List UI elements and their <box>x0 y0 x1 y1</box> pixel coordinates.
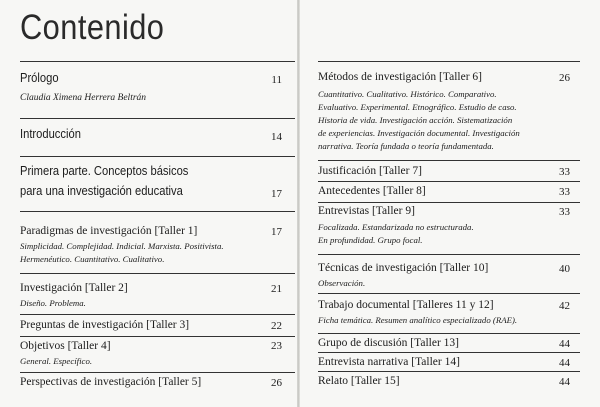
toc-entry-taller-2: Investigación [Taller 2] <box>20 282 128 294</box>
page-number: 33 <box>559 206 570 218</box>
page-number: 44 <box>559 338 570 350</box>
page-number: 26 <box>271 377 282 389</box>
divider <box>20 372 295 373</box>
toc-entry-subtopics: Evaluativo. Experimental. Etnográfico. Estudio de caso. <box>318 102 517 112</box>
toc-entry-taller-8: Antecedentes [Taller 8] <box>318 185 426 197</box>
section-primera-parte-line2: para una investigación educativa <box>20 183 183 198</box>
toc-entry-subtopics: Historia de vida. Investigación acción. Sistematización <box>318 115 513 125</box>
page-number: 33 <box>559 186 570 198</box>
page-title: Contenido <box>20 8 165 47</box>
divider <box>318 254 580 255</box>
toc-entry-taller-3: Preguntas de investigación [Taller 3] <box>20 319 190 331</box>
divider <box>318 202 580 203</box>
page-number: 21 <box>271 283 282 295</box>
page-number: 17 <box>271 226 282 238</box>
page-number: 26 <box>559 72 570 84</box>
toc-entry-taller-6: Métodos de investigación [Taller 6] <box>318 71 482 83</box>
page-number: 40 <box>559 263 570 275</box>
page-gutter <box>297 0 300 407</box>
prologo-author: Claudia Ximena Herrera Beltrán <box>20 93 147 103</box>
divider <box>318 160 580 161</box>
toc-entry-subtopics: narrativa. Teoría fundada o teoría fundamentada. <box>318 141 494 151</box>
page-number: 11 <box>271 74 282 86</box>
toc-entry-subtopics: Hermenéutico. Cuantitativo. Cualitativo. <box>20 254 165 264</box>
toc-entry-taller-7: Justificación [Taller 7] <box>318 165 422 177</box>
section-primera-parte-line1: Primera parte. Conceptos básicos <box>20 163 189 178</box>
page-number: 22 <box>271 320 282 332</box>
toc-entry-subtopics: General. Específico. <box>20 356 93 366</box>
toc-entry-taller-4: Objetivos [Taller 4] <box>20 340 111 352</box>
page-number: 44 <box>559 357 570 369</box>
divider <box>318 181 580 182</box>
page-number: 23 <box>271 340 282 352</box>
toc-entry-taller-5: Perspectivas de investigación [Taller 5] <box>20 376 202 388</box>
page-number: 17 <box>271 188 282 200</box>
toc-entry-subtopics: Ficha temática. Resumen analítico especializado (RAE). <box>318 315 518 325</box>
divider <box>20 156 295 157</box>
divider <box>20 336 295 337</box>
toc-entry-subtopics: Focalizada. Estandarizada no estructurada. <box>318 222 474 232</box>
page-number: 44 <box>559 376 570 388</box>
divider <box>20 61 295 62</box>
page-number: 33 <box>559 166 570 178</box>
divider <box>318 371 580 372</box>
toc-entry-subtopics: En profundidad. Grupo focal. <box>318 235 423 245</box>
toc-entry-subtopics: de experiencias. Investigación documental. Investigación <box>318 128 520 138</box>
toc-entry-talleres-11-12: Trabajo documental [Talleres 11 y 12] <box>318 299 494 311</box>
toc-entry-subtopics: Observación. <box>318 278 366 288</box>
toc-entry-taller-14: Entrevista narrativa [Taller 14] <box>318 356 460 368</box>
divider <box>20 118 295 119</box>
toc-entry-subtopics: Simplicidad. Complejidad. Indicial. Marxista. Positivista. <box>20 241 224 251</box>
divider <box>318 352 580 353</box>
page-number: 42 <box>559 300 570 312</box>
section-introduccion: Introducción <box>20 126 81 141</box>
toc-entry-taller-1: Paradigmas de investigación [Taller 1] <box>20 225 198 237</box>
toc-entry-taller-9: Entrevistas [Taller 9] <box>318 205 415 217</box>
divider <box>318 293 580 294</box>
toc-entry-subtopics: Diseño. Problema. <box>20 298 86 308</box>
toc-entry-subtopics: Cuantitativo. Cualitativo. Histórico. Comparativo. <box>318 89 497 99</box>
toc-entry-taller-15: Relato [Taller 15] <box>318 375 400 387</box>
section-prologo: Prólogo <box>20 70 59 85</box>
page-number: 14 <box>271 131 282 143</box>
divider <box>20 211 295 212</box>
toc-entry-taller-13: Grupo de discusión [Taller 13] <box>318 337 459 349</box>
divider <box>318 61 580 62</box>
divider <box>20 314 295 315</box>
divider <box>20 273 295 274</box>
toc-entry-taller-10: Técnicas de investigación [Taller 10] <box>318 262 489 274</box>
divider <box>318 333 580 334</box>
